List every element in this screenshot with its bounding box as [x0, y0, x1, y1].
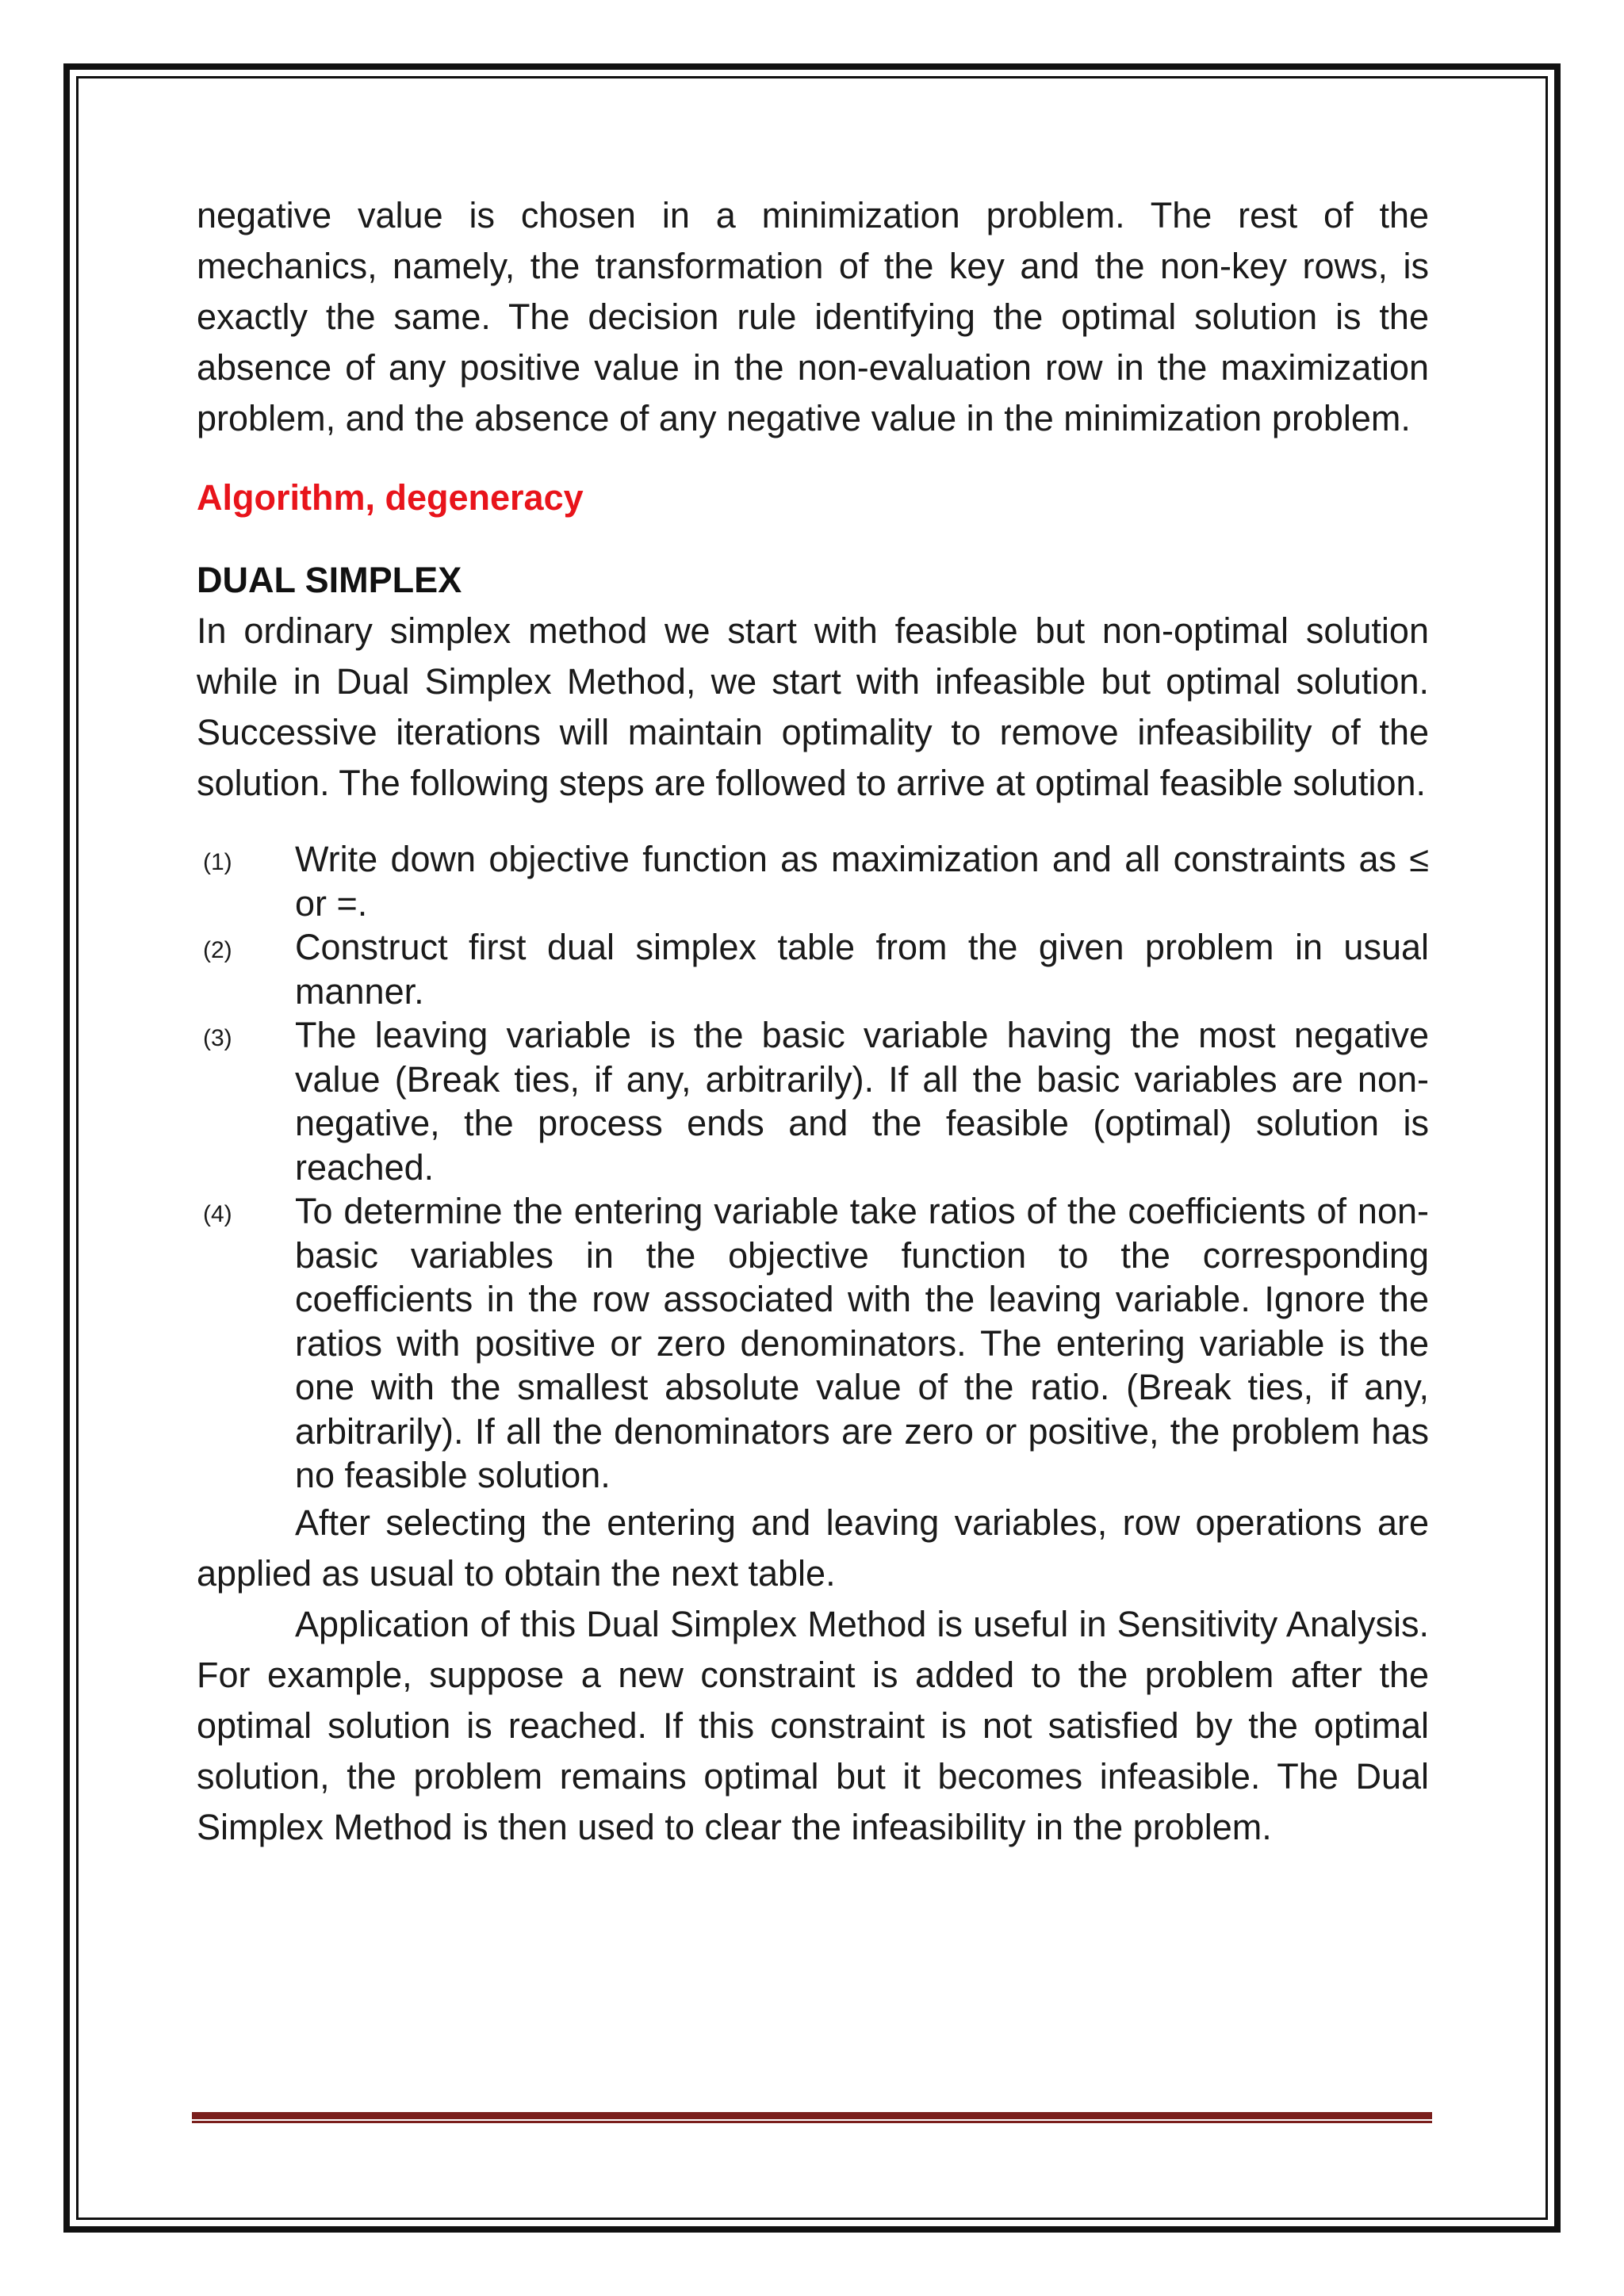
footer-rule — [192, 2112, 1432, 2123]
step-text: Construct first dual simplex table from the given problem in usual manner. — [295, 927, 1429, 1012]
steps-list — [197, 837, 1429, 1498]
after-steps-paragraph: After selecting the entering and leaving variables, row operations are applied as usual to obtain the next table. — [197, 1502, 1429, 1594]
subsection-heading: DUAL SIMPLEX — [197, 560, 462, 600]
step-item — [197, 1013, 1429, 1189]
section-heading: Algorithm, degeneracy — [197, 477, 584, 518]
step-item — [197, 1189, 1429, 1498]
step-text: To determine the entering variable take ratios of the coefficients of non-basic variables in the objective function to the corresponding coefficients in the row associated with the leaving variable. Ignore the ratios with positive or zero denominators. The entering variable is the one with the smallest absolute value of the ratio. (Break ties, if any, arbitrarily). If all the denominators are zero or positive, the problem has no feasible solution. — [295, 1191, 1429, 1495]
step-text: The leaving variable is the basic variable having the most negative value (Break ties, if any, arbitrarily). If all the basic variables are non-negative, the process ends and the feasible (optimal) solution is reached. — [295, 1015, 1429, 1188]
step-text: Write down objective function as maximization and all constraints as ≤ or =. — [295, 839, 1429, 924]
intro-paragraph: In ordinary simplex method we start with feasible but non-optimal solution while in Dual Simplex Method, we start with infeasible but optimal solution. Successive iterations will maintain optimality to remove infeasibility of the solution. The following steps are followed to arrive at optimal feasible solution. — [197, 610, 1429, 803]
step-item — [197, 925, 1429, 1013]
page-content — [197, 190, 1429, 1853]
application-paragraph: Application of this Dual Simplex Method is useful in Sensitivity Analysis. For example, suppose a new constraint is added to the problem after the optimal solution is reached. If this constraint is not satisfied by the optimal solution, the problem remains optimal but it becomes infeasible. The Dual Simplex Method is then used to clear the infeasibility in the problem. — [197, 1603, 1429, 1847]
paragraph-continuation: negative value is chosen in a minimization problem. The rest of the mechanics, namely, the transformation of the key and the non-key rows, is exactly the same. The decision rule identifying the optimal solution is the absence of any positive value in the non-evaluation row in the maximization problem, and the absence of any negative value in the minimization problem. — [197, 195, 1429, 438]
step-number: (4) — [203, 1201, 232, 1227]
step-number: (1) — [203, 849, 232, 875]
step-number: (2) — [203, 937, 232, 963]
step-item — [197, 837, 1429, 925]
step-number: (3) — [203, 1025, 232, 1051]
